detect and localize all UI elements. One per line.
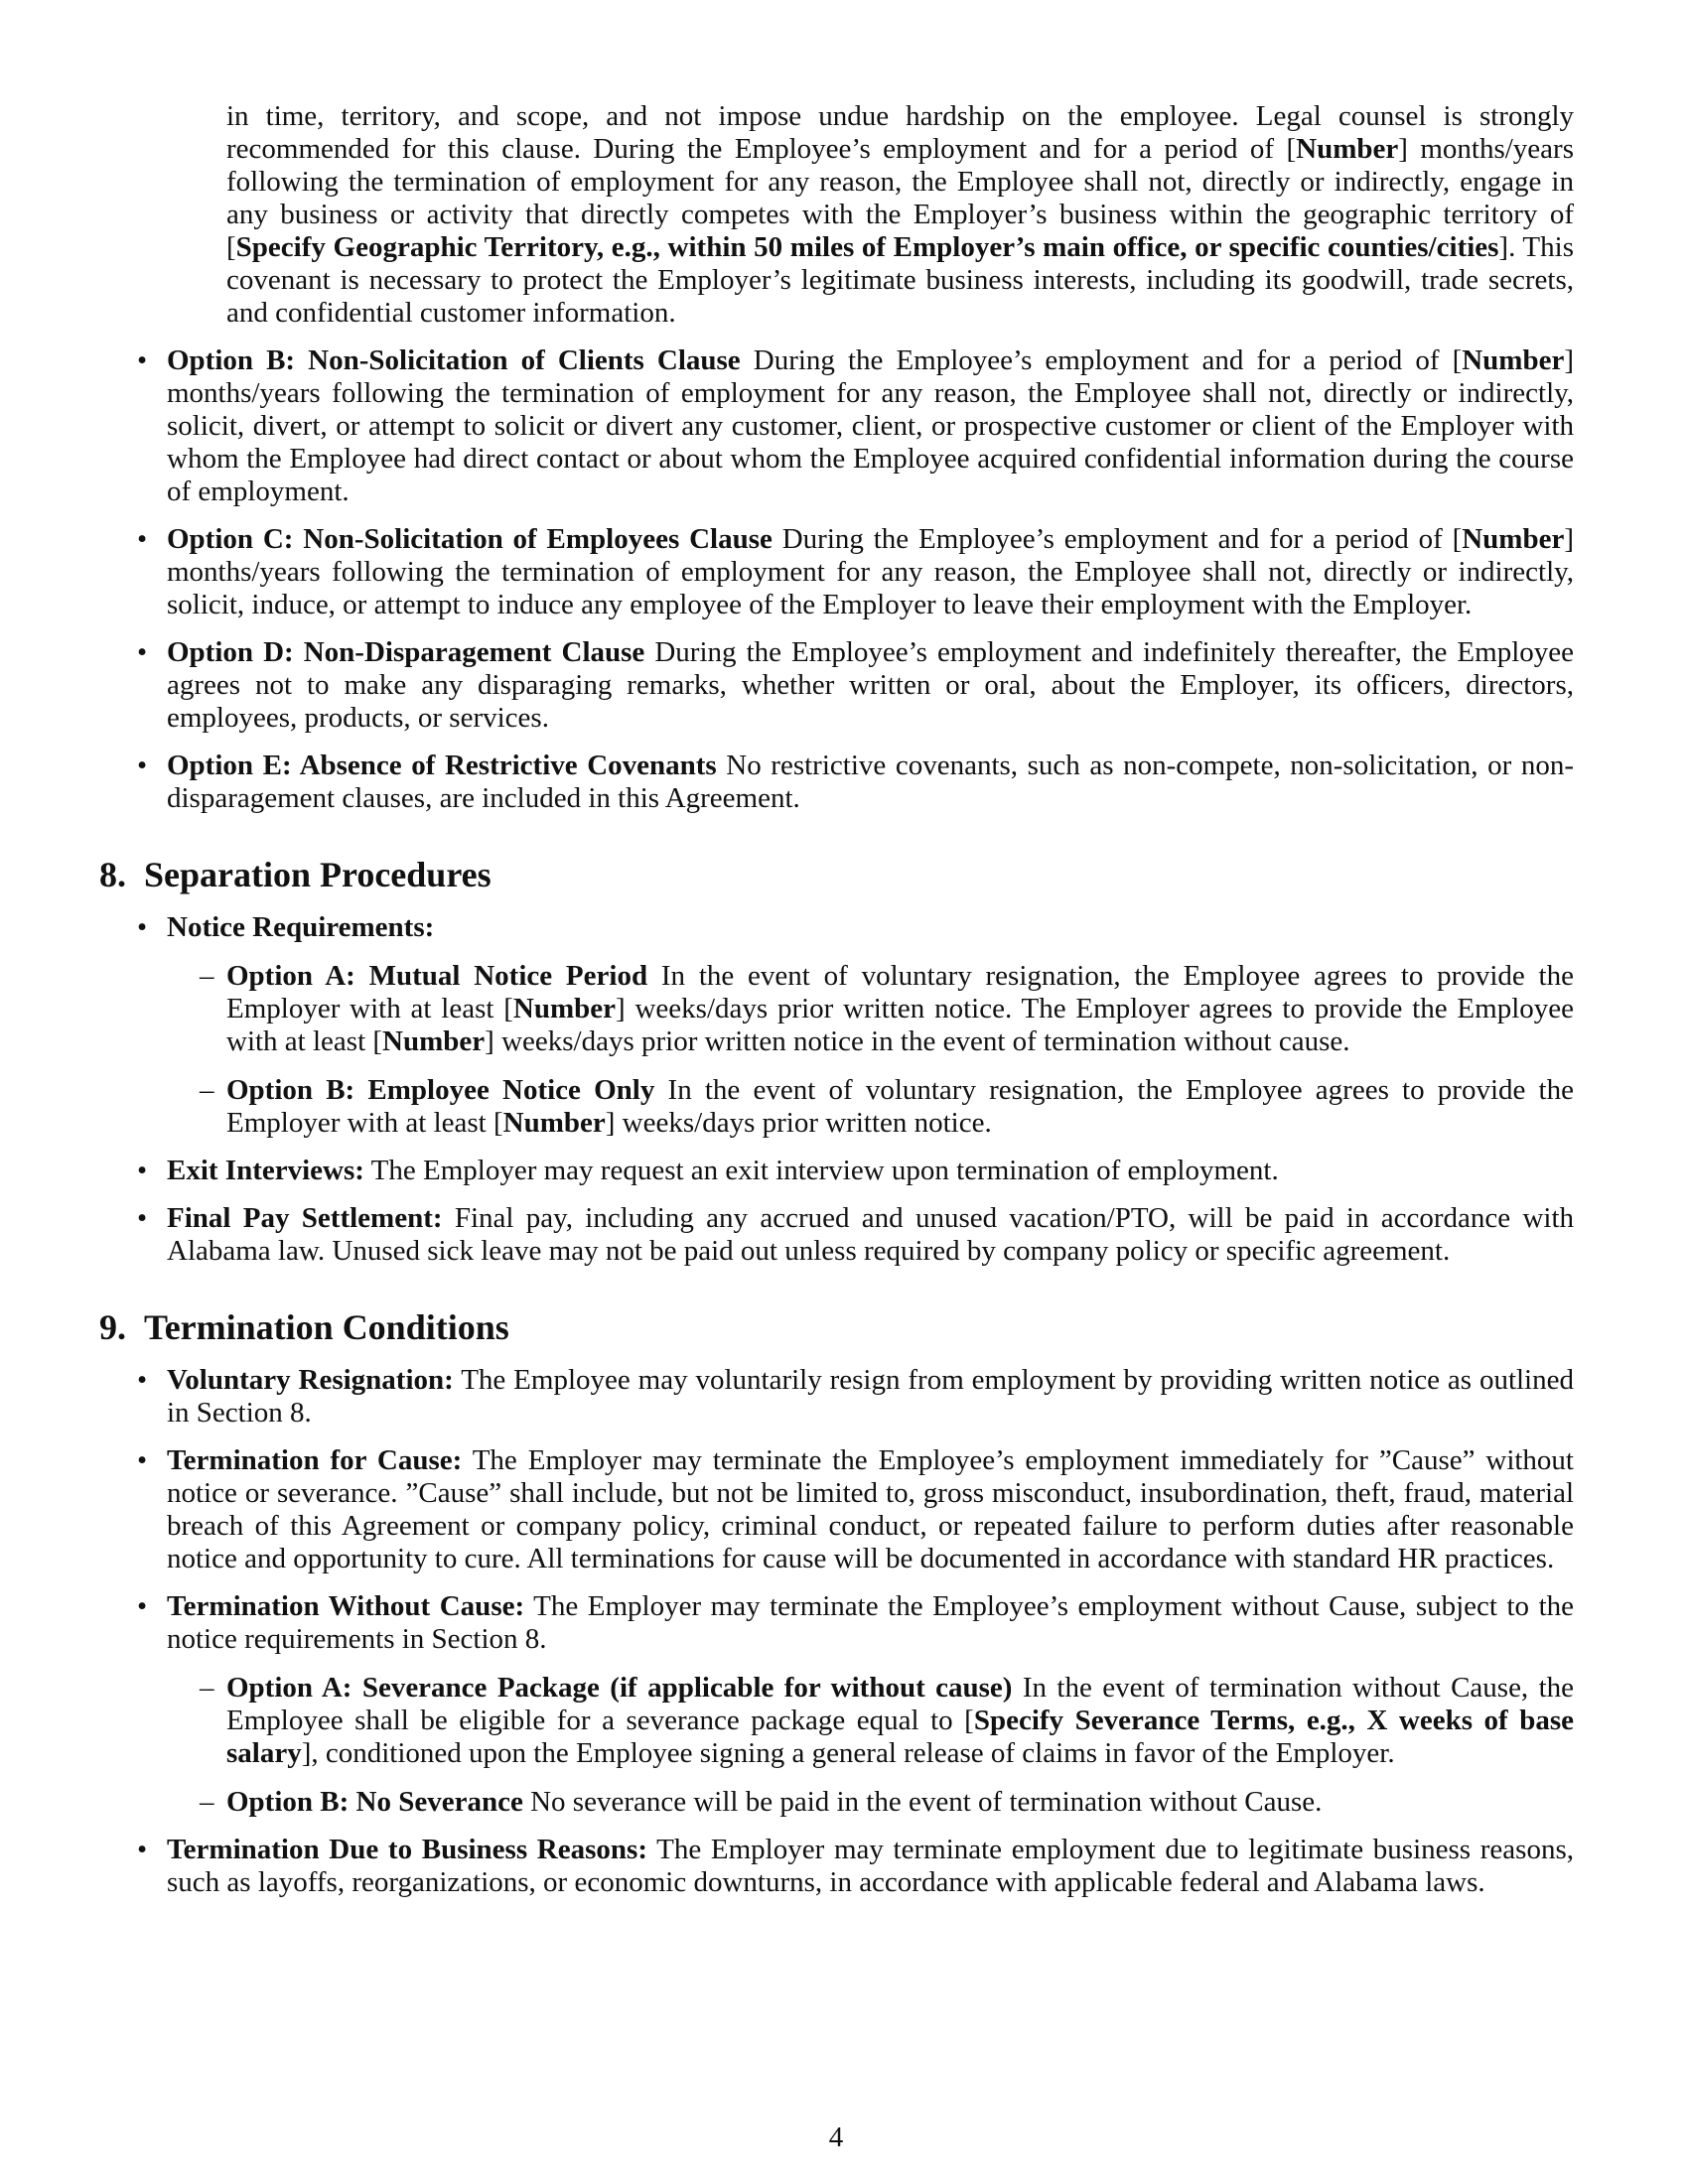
item-text: The Employer may terminate employment due to legitimate business reasons, such as layoffs, reorganizations, or economic downturns, in accordance with applicable federal and Alabama laws. <box>167 1834 1574 1898</box>
bullet-marker: • <box>137 1364 148 1396</box>
item-label: Termination for Cause: <box>167 1444 463 1476</box>
bullet-marker: • <box>137 911 148 943</box>
item-text: In the event of voluntary resignation, the Employee agrees to provide the Employer with at least [ <box>226 1074 1574 1139</box>
list-item-termination-without-cause <box>137 1590 1575 1819</box>
list-item-termination-for-cause <box>137 1444 1574 1575</box>
section-number: 9. <box>99 1307 126 1347</box>
bullet-marker: • <box>137 1834 148 1865</box>
section-heading-termination-conditions <box>99 1305 1688 1349</box>
placeholder-territory: Specify Geographic Territory, e.g., within 50 miles of Employer’s main office, or specific counties/cities <box>235 231 1499 263</box>
list-item-option-a-severance-package <box>200 1672 1575 1770</box>
bullet-marker: • <box>137 1155 148 1186</box>
bullet-marker: • <box>137 1590 148 1622</box>
bullet-marker: • <box>137 636 148 668</box>
item-text: No restrictive covenants, such as non-compete, non-solicitation, or non-disparagement clauses, are included in this Agreement. <box>167 750 1575 814</box>
item-text: ] months/years following the termination of employment for any reason, the Employee shall not, directly or indirectly, solicit, induce, or attempt to induce any employee of the Employer to leave their employment with the Employer. <box>167 523 1575 620</box>
clause-text: ] months/years following the termination of employment for any reason, the Employee shall not, directly or indirectly, engage in any business or activity that directly competes with the Employer’s business within the geographic territory of [ <box>226 133 1574 263</box>
dash-marker: – <box>200 1786 214 1818</box>
item-label: Exit Interviews: <box>167 1155 364 1186</box>
item-text: The Employer may terminate the Employee’s employment immediately for ”Cause” without notice or severance. ”Cause” shall include, but not be limited to, gross misconduct, insubordination, theft, fraud, material breach of this Agreement or company policy, criminal conduct, or repeated failure to perform duties after reasonable notice and opportunity to cure. All terminations for cause will be documented in accordance with standard HR practices. <box>167 1444 1574 1574</box>
bullet-marker: • <box>137 1444 148 1476</box>
item-label: Option A: Mutual Notice Period <box>226 960 648 992</box>
item-label: Option B: Non-Solicitation of Clients Clause <box>167 344 741 376</box>
list-item-final-pay-settlement <box>137 1202 1575 1268</box>
bullet-marker: • <box>137 1202 148 1234</box>
bullet-marker: • <box>137 523 148 555</box>
item-label: Option C: Non-Solicitation of Employees Clause <box>167 523 773 555</box>
item-text: ] weeks/days prior written notice. <box>605 1107 992 1139</box>
page-content <box>0 100 1688 1899</box>
severance-options-list <box>167 1672 1574 1819</box>
placeholder-number: Number <box>1462 344 1565 376</box>
list-item-voluntary-resignation <box>137 1364 1574 1430</box>
item-text: During the Employee’s employment and for a period of [ <box>781 523 1463 555</box>
item-text: ] months/years following the termination of employment for any reason, the Employee shall not, directly or indirectly, solicit, divert, or attempt to solicit or divert any customer, client, or prospective customer or client of the Employer with whom the Employee had direct contact or about whom the Employee acquired confidential information during the course of employment. <box>167 344 1575 507</box>
item-text: In the event of voluntary resignation, the Employee agrees to provide the Employer with at least [ <box>226 960 1574 1024</box>
placeholder-severance-terms: Specify Severance Terms, e.g., X weeks of base salary <box>226 1705 1574 1769</box>
restrictive-covenant-options <box>0 344 1688 815</box>
item-label: Option B: No Severance <box>226 1786 523 1818</box>
section-title: Separation Procedures <box>144 855 492 894</box>
separation-procedures-list <box>0 911 1688 1268</box>
list-item-option-a-mutual-notice <box>200 960 1574 1058</box>
item-text: In the event of termination without Cause, the Employee shall be eligible for a severance package equal to [ <box>226 1672 1575 1736</box>
list-item-option-c-non-solicitation-employees <box>137 523 1575 621</box>
bullet-marker: • <box>137 750 148 781</box>
item-text: No severance will be paid in the event of termination without Cause. <box>530 1786 1323 1818</box>
termination-conditions-list <box>0 1364 1688 1899</box>
item-text: Final pay, including any accrued and unused vacation/PTO, will be paid in accordance with Alabama law. Unused sick leave may not be paid out unless required by company policy or specific agreement. <box>167 1202 1575 1267</box>
list-item-option-b-employee-notice <box>200 1074 1574 1140</box>
notice-options-list <box>167 960 1574 1140</box>
item-text: ] weeks/days prior written notice in the event of termination without cause. <box>485 1025 1350 1057</box>
item-text: ] weeks/days prior written notice. The Employer agrees to provide the Employee with at least [ <box>226 993 1574 1057</box>
item-label: Option B: Employee Notice Only <box>226 1074 655 1106</box>
item-label: Termination Without Cause: <box>167 1590 525 1622</box>
item-text: The Employer may terminate the Employee’s employment without Cause, subject to the notice requirements in Section 8. <box>167 1590 1575 1655</box>
placeholder-number: Number <box>1296 133 1399 165</box>
list-item-option-b-no-severance <box>200 1786 1574 1819</box>
section-heading-separation-procedures <box>99 853 1688 896</box>
non-compete-clause-continuation <box>226 100 1574 330</box>
item-label: Termination Due to Business Reasons: <box>167 1834 647 1865</box>
section-title: Termination Conditions <box>144 1307 509 1347</box>
list-item-option-e-no-restrictive-covenants <box>137 750 1575 815</box>
list-item-exit-interviews <box>137 1155 1574 1187</box>
bullet-marker: • <box>137 344 148 376</box>
placeholder-number: Number <box>382 1025 486 1057</box>
item-label: Voluntary Resignation: <box>167 1364 454 1396</box>
item-text: ], conditioned upon the Employee signing a general release of claims in favor of the Employer. <box>301 1737 1395 1769</box>
dash-marker: – <box>200 1074 214 1106</box>
placeholder-number: Number <box>512 993 616 1024</box>
section-number: 8. <box>99 855 126 894</box>
clause-text: ]. This covenant is necessary to protect the Employer’s legitimate business interests, including its goodwill, trade secrets, and confidential customer information. <box>226 231 1574 329</box>
list-item-termination-business-reasons <box>137 1834 1574 1899</box>
placeholder-number: Number <box>502 1107 606 1139</box>
item-label: Option D: Non-Disparagement Clause <box>167 636 645 668</box>
item-text: During the Employee’s employment and for a period of [ <box>753 344 1463 376</box>
list-item-option-b-non-solicitation-clients <box>137 344 1575 508</box>
page-number: 4 <box>828 2121 844 2153</box>
dash-marker: – <box>200 1672 214 1704</box>
item-label: Final Pay Settlement: <box>167 1202 443 1234</box>
clause-text: in time, territory, and scope, and not impose undue hardship on the employee. Legal counsel is strongly recommended for this clause. During the Employee’s employment and for a period of [ <box>226 100 1574 165</box>
item-label: Option A: Severance Package (if applicable for without cause) <box>226 1672 1013 1704</box>
item-text: The Employer may request an exit interview upon termination of employment. <box>370 1155 1279 1186</box>
dash-marker: – <box>200 960 214 992</box>
item-text: The Employee may voluntarily resign from employment by providing written notice as outlined in Section 8. <box>167 1364 1574 1429</box>
list-item-notice-requirements <box>137 911 1574 1140</box>
item-label: Notice Requirements: <box>167 911 435 943</box>
list-item-option-d-non-disparagement <box>137 636 1574 735</box>
item-text: During the Employee’s employment and indefinitely thereafter, the Employee agrees not to make any disparaging remarks, whether written or oral, about the Employer, its officers, directors, employees, products, or services. <box>167 636 1574 734</box>
item-label: Option E: Absence of Restrictive Covenants <box>167 750 717 781</box>
placeholder-number: Number <box>1462 523 1565 555</box>
